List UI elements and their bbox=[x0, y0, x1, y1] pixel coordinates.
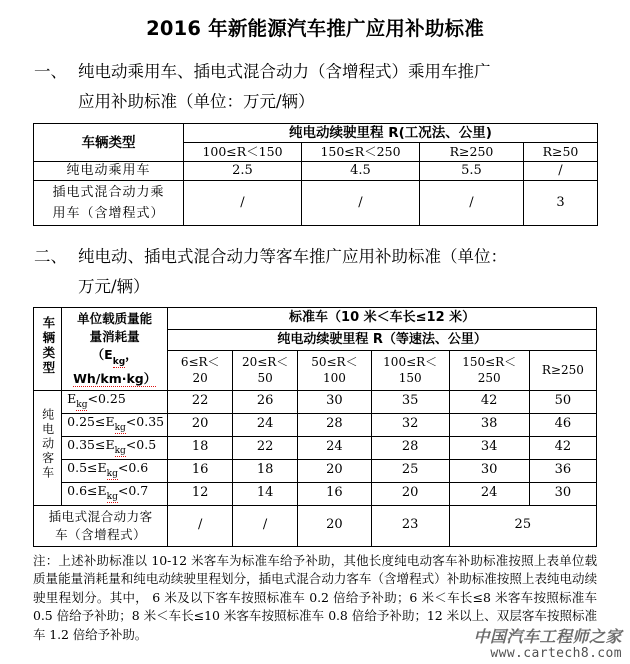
t2-unit-energy-line1: 单位载质量能 bbox=[77, 311, 153, 326]
section-1-number: 一、 bbox=[34, 62, 67, 81]
page-title: 2016 年新能源汽车推广应用补助标准 bbox=[146, 17, 484, 40]
t2-range-1: 20≤R＜ 50 bbox=[233, 351, 298, 390]
t2-ev-row0-val2: 30 bbox=[298, 390, 372, 413]
t2-ev-row0-val0: 22 bbox=[168, 390, 233, 413]
section-1-line2: 应用补助标准（单位：万元/辆） bbox=[78, 92, 315, 111]
t2-ev-row4-val2: 16 bbox=[298, 482, 372, 505]
table-row bbox=[34, 436, 597, 459]
t2-ev-row4-val5: 30 bbox=[529, 482, 596, 505]
t2-ev-row2-val2: 24 bbox=[298, 436, 372, 459]
t2-ev-row3-val5: 36 bbox=[529, 459, 596, 482]
t1-range-0: 100≤R＜150 bbox=[184, 143, 302, 162]
t2-phev-label bbox=[34, 505, 168, 546]
subsidy-table-passenger-vehicles bbox=[33, 123, 598, 226]
t1-range-1: 150≤R＜250 bbox=[302, 143, 420, 162]
t2-ev-row2-val1: 22 bbox=[233, 436, 298, 459]
t2-ev-row2-range: $0.35\le E_{kg}<0.5$ bbox=[62, 436, 168, 459]
watermark-chinese: 中国汽车工程师之家 bbox=[473, 627, 622, 646]
document-page bbox=[0, 13, 630, 664]
t2-ev-row3-val1: 18 bbox=[233, 459, 298, 482]
table-row bbox=[34, 308, 597, 330]
table-row bbox=[34, 162, 598, 181]
t2-ev-bus-label-text: 纯电动客车 bbox=[40, 408, 55, 481]
t2-unit-energy-line2: 量消耗量 bbox=[89, 329, 140, 344]
t2-ev-row4-val4: 24 bbox=[449, 482, 529, 505]
t2-ev-row1-range: $0.25\le E_{kg}<0.35$ bbox=[62, 413, 168, 436]
t2-ev-row1-val3: 32 bbox=[371, 413, 449, 436]
section-2-number: 二、 bbox=[34, 247, 67, 266]
section-2-line2: 万元/辆） bbox=[78, 277, 150, 296]
t2-ev-row0-val4: 42 bbox=[449, 390, 529, 413]
section-2-heading bbox=[0, 242, 630, 302]
table-row bbox=[34, 181, 598, 226]
table-row bbox=[34, 390, 597, 413]
t2-ev-bus-label bbox=[34, 390, 62, 505]
t2-range-3: 100≤R＜ 150 bbox=[371, 351, 449, 390]
t2-vehicle-type-header bbox=[34, 308, 62, 391]
t2-ev-row0-range: $E_{kg}<0.25$ bbox=[62, 390, 168, 413]
t2-phev-label-line2: 车（含增程式） bbox=[55, 526, 147, 542]
t2-ev-row2-val0: 18 bbox=[168, 436, 233, 459]
table-row bbox=[34, 505, 597, 546]
t2-ev-row4-val1: 14 bbox=[233, 482, 298, 505]
t2-ev-row0-val1: 26 bbox=[233, 390, 298, 413]
t2-ev-row3-val4: 30 bbox=[449, 459, 529, 482]
t1-row1-val2: / bbox=[420, 181, 524, 226]
t1-row0-label: 纯电动乘用车 bbox=[34, 162, 184, 181]
t1-row0-val0: 2.5 bbox=[184, 162, 302, 181]
t2-ev-row4-val3: 20 bbox=[371, 482, 449, 505]
t2-range-header: 纯电动续驶里程 R（等速法、公里） bbox=[168, 329, 597, 351]
t2-phev-merged-val: 25 bbox=[449, 505, 596, 546]
t1-range-band-header: 纯电动续驶里程 R(工况法、公里) bbox=[184, 124, 598, 143]
t1-row0-val3: / bbox=[524, 162, 598, 181]
t2-ev-row0-val3: 35 bbox=[371, 390, 449, 413]
t2-ev-row2-val3: 28 bbox=[371, 436, 449, 459]
t2-ev-row3-range: $0.5\le E_{kg}<0.6$ bbox=[62, 459, 168, 482]
t2-ev-row1-val0: 20 bbox=[168, 413, 233, 436]
t2-ev-row2-val5: 42 bbox=[529, 436, 596, 459]
t1-row1-label bbox=[34, 181, 184, 226]
t2-unit-energy-sub: kg bbox=[112, 356, 126, 367]
t1-row1-label-line2: 用车（含增程式） bbox=[52, 206, 165, 221]
t1-range-2: R≥250 bbox=[420, 143, 524, 162]
table-row bbox=[34, 459, 597, 482]
t2-ev-row0-val5: 50 bbox=[529, 390, 596, 413]
t1-row0-val2: 5.5 bbox=[420, 162, 524, 181]
table-row bbox=[34, 482, 597, 505]
t2-ev-row1-val4: 38 bbox=[449, 413, 529, 436]
table-row bbox=[34, 413, 597, 436]
t2-ev-row3-val2: 20 bbox=[298, 459, 372, 482]
section-1-heading bbox=[0, 57, 630, 117]
t2-range-4: 150≤R＜ 250 bbox=[449, 351, 529, 390]
t1-row1-val1: / bbox=[302, 181, 420, 226]
t2-phev-label-line1: 插电式混合动力客 bbox=[48, 508, 153, 524]
t2-unit-energy-line4: Wh/km·kg） bbox=[73, 370, 157, 386]
t1-row1-label-line1: 插电式混合动力乘 bbox=[52, 185, 165, 200]
t1-vehicle-type-header: 车辆类型 bbox=[34, 124, 184, 162]
table-row bbox=[34, 124, 598, 143]
t1-row0-val1: 4.5 bbox=[302, 162, 420, 181]
t2-ev-row3-val0: 16 bbox=[168, 459, 233, 482]
t2-range-2: 50≤R＜ 100 bbox=[298, 351, 372, 390]
subsidy-table-buses bbox=[33, 307, 597, 547]
t2-phev-val1: / bbox=[233, 505, 298, 546]
t2-unit-energy-line3: （$E_{kg}$， bbox=[91, 347, 138, 367]
t2-unit-energy-header bbox=[62, 308, 168, 391]
t2-ev-row4-val0: 12 bbox=[168, 482, 233, 505]
t1-row1-val0: / bbox=[184, 181, 302, 226]
section-2-line1: 纯电动、插电式混合动力等客车推广应用补助标准（单位： bbox=[78, 247, 507, 266]
table-note: 注：上述补助标准以 10-12 米客车为标准车给予补助，其他长度纯电动客车补助标准按照上表单位载质量能量消耗量和纯电动续驶里程划分，插电式混合动力客车（含增程式）补助标准按照上表纯电动续驶里程划分。其中， 6 米及以下客车按照标准车 0.2 倍给予补助；6 米＜车长≤8 米客车按照标准车 0.5 倍给予补助；8 米＜车长≤10 米客车按照标准车 0.8 倍给予补助；12 米以上、双层客车按照标准车 1.2 倍给予补助。 bbox=[33, 552, 597, 642]
section-1-line1: 纯电动乘用车、插电式混合动力（含增程式）乘用车推广 bbox=[78, 62, 491, 81]
t2-ev-row1-val5: 46 bbox=[529, 413, 596, 436]
t2-vehicle-type-header-text: 车辆类型 bbox=[40, 316, 56, 377]
t2-ev-row2-val4: 34 bbox=[449, 436, 529, 459]
t2-range-0: 6≤R＜ 20 bbox=[168, 351, 233, 390]
t2-standard-bus-header: 标准车（10 米＜车长≤12 米） bbox=[168, 308, 597, 330]
watermark-url: www.cartech8.com bbox=[490, 646, 622, 661]
t2-ev-row3-val3: 25 bbox=[371, 459, 449, 482]
t1-range-3: R≥50 bbox=[524, 143, 598, 162]
t2-ev-row1-val1: 24 bbox=[233, 413, 298, 436]
t2-phev-val0: / bbox=[168, 505, 233, 546]
t2-phev-val2: 20 bbox=[298, 505, 372, 546]
t2-phev-val3: 23 bbox=[371, 505, 449, 546]
t2-ev-row4-range: $0.6\le E_{kg}<0.7$ bbox=[62, 482, 168, 505]
t1-row1-val3: 3 bbox=[524, 181, 598, 226]
t2-range-5: R≥250 bbox=[529, 351, 596, 390]
t2-ev-row1-val2: 28 bbox=[298, 413, 372, 436]
